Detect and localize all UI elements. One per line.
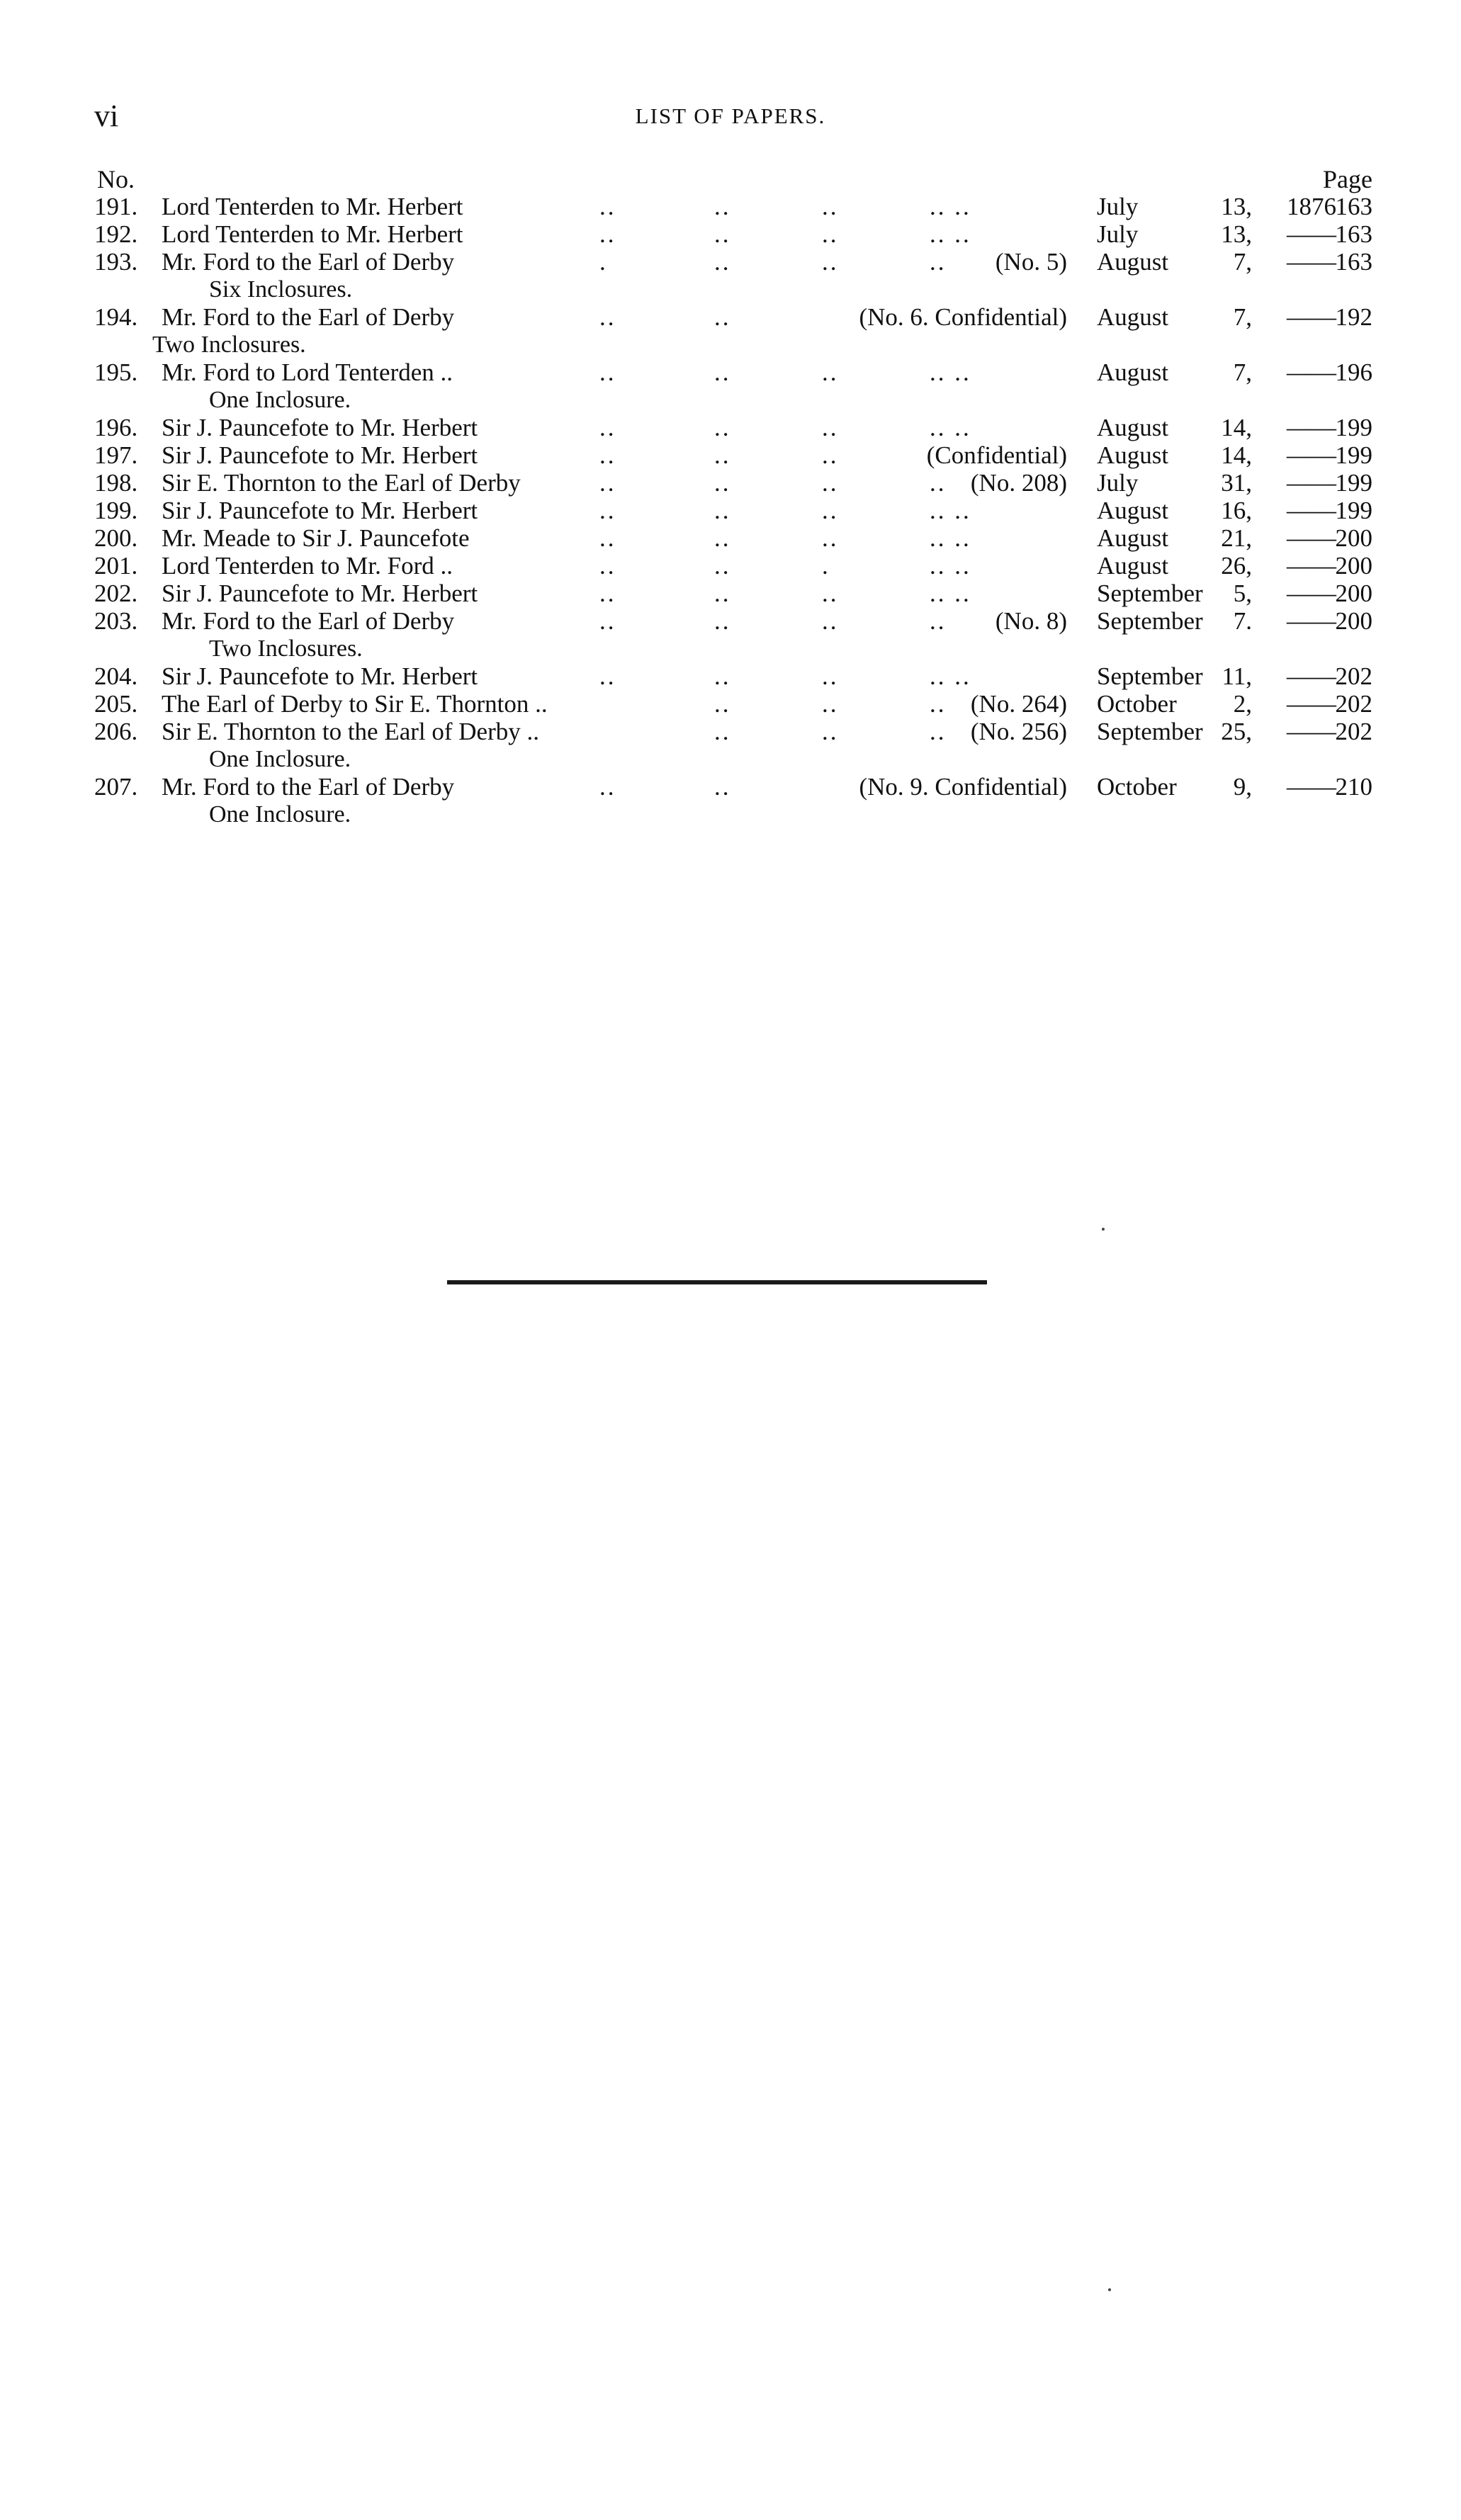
entry-inclosures: One Inclosure. xyxy=(209,387,351,413)
leader-dots: .. xyxy=(714,524,731,552)
entry-title: Mr. Ford to Lord Tenterden .. xyxy=(162,358,453,386)
leader-dots: .. xyxy=(599,193,616,220)
entry-day: 14, xyxy=(1221,414,1252,441)
entry-month: September xyxy=(1097,662,1203,690)
leader-dots: .. xyxy=(714,193,731,220)
leader-dots: .. xyxy=(714,718,731,745)
entry-title: Sir E. Thornton to the Earl of Derby xyxy=(162,469,521,497)
entry-year: —— xyxy=(1287,441,1336,469)
leader-dots: .. .. xyxy=(930,220,971,248)
entry-title: Lord Tenterden to Mr. Herbert xyxy=(162,193,463,220)
entry-year: —— xyxy=(1287,580,1336,607)
entry-note: (No. 8) xyxy=(995,607,1067,635)
entry-note: (No. 5) xyxy=(995,248,1067,276)
column-header-page: Page xyxy=(1323,165,1372,193)
leader-dots: .. .. xyxy=(930,524,971,552)
leader-dots: .. xyxy=(822,248,839,276)
entry-month: August xyxy=(1097,248,1169,276)
entry-title: Mr. Ford to the Earl of Derby xyxy=(162,607,455,635)
entry-day: 14, xyxy=(1221,441,1252,469)
entry-title: Sir J. Pauncefote to Mr. Herbert xyxy=(162,441,478,469)
entry-day: 21, xyxy=(1221,524,1252,552)
leader-dots: .. xyxy=(930,469,947,497)
entry-page: 192 xyxy=(1335,303,1372,331)
leader-dots: .. .. xyxy=(930,193,971,220)
entry-title: Mr. Ford to the Earl of Derby xyxy=(162,303,455,331)
leader-dots: .. xyxy=(714,497,731,524)
leader-dots: .. xyxy=(599,773,616,801)
leader-dots: .. xyxy=(714,414,731,441)
entry-month: August xyxy=(1097,303,1169,331)
entry-title: Mr. Ford to the Earl of Derby xyxy=(162,248,455,276)
entry-number: 194. xyxy=(94,303,138,331)
entry-page: 199 xyxy=(1335,441,1372,469)
entry-number: 197. xyxy=(94,441,138,469)
leader-dots: .. xyxy=(822,193,839,220)
entry-inclosures: One Inclosure. xyxy=(209,801,351,827)
entry-year: —— xyxy=(1287,220,1336,248)
list-item xyxy=(0,662,1461,690)
section-divider xyxy=(447,1280,987,1284)
entry-day: 31, xyxy=(1221,469,1252,497)
entry-page: 199 xyxy=(1335,469,1372,497)
entry-year: —— xyxy=(1287,690,1336,718)
entry-title: Sir J. Pauncefote to Mr. Herbert xyxy=(162,497,478,524)
entry-note: (No. 264) xyxy=(970,690,1067,718)
leader-dots: .. xyxy=(714,773,731,801)
entry-month: October xyxy=(1097,690,1177,718)
entry-day: 5, xyxy=(1233,580,1252,607)
entry-page: 163 xyxy=(1335,193,1372,220)
leader-dots: .. xyxy=(599,580,616,607)
entry-year: —— xyxy=(1287,248,1336,276)
entry-number: 203. xyxy=(94,607,138,635)
entry-number: 193. xyxy=(94,248,138,276)
entry-day: 7, xyxy=(1233,358,1252,386)
leader-dots: .. xyxy=(599,662,616,690)
entry-note: (No. 208) xyxy=(970,469,1067,497)
entry-page: 202 xyxy=(1335,662,1372,690)
entry-number: 191. xyxy=(94,193,138,220)
entry-day: 11, xyxy=(1222,662,1252,690)
list-item xyxy=(0,441,1461,469)
leader-dots: .. xyxy=(822,718,839,745)
entry-year: —— xyxy=(1287,552,1336,580)
leader-dots: .. xyxy=(599,524,616,552)
entry-title: Mr. Ford to the Earl of Derby xyxy=(162,773,455,801)
leader-dots: .. xyxy=(714,441,731,469)
leader-dots: .. xyxy=(822,414,839,441)
leader-dots: .. xyxy=(822,607,839,635)
entry-page: 200 xyxy=(1335,607,1372,635)
list-item xyxy=(0,358,1461,414)
entry-page: 163 xyxy=(1335,220,1372,248)
entry-number: 192. xyxy=(94,220,138,248)
leader-dots: . xyxy=(599,248,608,276)
leader-dots: .. xyxy=(822,220,839,248)
entry-note: (No. 9. Confidential) xyxy=(859,773,1067,801)
leader-dots: .. xyxy=(714,303,731,331)
entry-month: July xyxy=(1097,469,1139,497)
entry-day: 7, xyxy=(1233,303,1252,331)
print-speck xyxy=(1108,2288,1111,2291)
leader-dots: .. .. xyxy=(930,662,971,690)
entry-year: —— xyxy=(1287,469,1336,497)
leader-dots: .. xyxy=(930,718,947,745)
leader-dots: .. .. xyxy=(930,358,971,386)
list-item xyxy=(0,469,1461,497)
entry-day: 7, xyxy=(1233,248,1252,276)
entry-page: 196 xyxy=(1335,358,1372,386)
leader-dots: . xyxy=(822,552,830,580)
papers-list xyxy=(0,193,1461,828)
entry-number: 202. xyxy=(94,580,138,607)
entry-number: 198. xyxy=(94,469,138,497)
leader-dots: .. .. xyxy=(930,580,971,607)
entry-month: August xyxy=(1097,358,1169,386)
entry-month: July xyxy=(1097,220,1139,248)
entry-title: Sir J. Pauncefote to Mr. Herbert xyxy=(162,580,478,607)
entry-page: 210 xyxy=(1335,773,1372,801)
entry-month: October xyxy=(1097,773,1177,801)
column-header-no: No. xyxy=(97,165,135,193)
leader-dots: .. xyxy=(599,497,616,524)
entry-month: September xyxy=(1097,580,1203,607)
entry-month: September xyxy=(1097,718,1203,745)
entry-year: —— xyxy=(1287,773,1336,801)
entry-year: —— xyxy=(1287,358,1336,386)
list-item xyxy=(0,303,1461,358)
entry-note: (No. 256) xyxy=(970,718,1067,745)
leader-dots: .. .. xyxy=(930,497,971,524)
entry-title: The Earl of Derby to Sir E. Thornton .. xyxy=(162,690,548,718)
leader-dots: .. xyxy=(599,552,616,580)
list-item xyxy=(0,607,1461,662)
entry-month: August xyxy=(1097,441,1169,469)
entry-day: 16, xyxy=(1221,497,1252,524)
entry-title: Lord Tenterden to Mr. Herbert xyxy=(162,220,463,248)
entry-year: —— xyxy=(1287,414,1336,441)
list-item xyxy=(0,497,1461,524)
leader-dots: .. xyxy=(822,469,839,497)
entry-day: 13, xyxy=(1221,220,1252,248)
entry-year: 1876 xyxy=(1287,193,1336,220)
entry-year: —— xyxy=(1287,718,1336,745)
list-item xyxy=(0,524,1461,552)
list-item xyxy=(0,248,1461,303)
entry-inclosures: Two Inclosures. xyxy=(152,332,306,358)
entry-page: 202 xyxy=(1335,718,1372,745)
entry-page: 199 xyxy=(1335,414,1372,441)
entry-number: 200. xyxy=(94,524,138,552)
entry-page: 200 xyxy=(1335,580,1372,607)
leader-dots: .. .. xyxy=(930,414,971,441)
entry-number: 199. xyxy=(94,497,138,524)
entry-day: 13, xyxy=(1221,193,1252,220)
leader-dots: .. xyxy=(714,358,731,386)
leader-dots: .. xyxy=(714,552,731,580)
entry-year: —— xyxy=(1287,524,1336,552)
entry-month: August xyxy=(1097,552,1169,580)
entry-number: 201. xyxy=(94,552,138,580)
entry-day: 26, xyxy=(1221,552,1252,580)
leader-dots: .. xyxy=(822,580,839,607)
entry-number: 195. xyxy=(94,358,138,386)
entry-number: 207. xyxy=(94,773,138,801)
leader-dots: .. xyxy=(599,303,616,331)
leader-dots: .. xyxy=(930,690,947,718)
leader-dots: .. xyxy=(714,248,731,276)
print-speck xyxy=(1102,1228,1105,1231)
leader-dots: .. .. xyxy=(930,552,971,580)
list-item xyxy=(0,718,1461,773)
list-item xyxy=(0,552,1461,580)
entry-day: 9, xyxy=(1233,773,1252,801)
leader-dots: .. xyxy=(714,220,731,248)
entry-number: 206. xyxy=(94,718,138,745)
leader-dots: .. xyxy=(714,607,731,635)
list-item xyxy=(0,414,1461,441)
entry-month: August xyxy=(1097,524,1169,552)
leader-dots: .. xyxy=(822,662,839,690)
entry-day: 2, xyxy=(1233,690,1252,718)
list-item xyxy=(0,690,1461,718)
entry-inclosures: Two Inclosures. xyxy=(209,635,363,662)
leader-dots: .. xyxy=(714,690,731,718)
entry-page: 163 xyxy=(1335,248,1372,276)
entry-note: (No. 6. Confidential) xyxy=(859,303,1067,331)
leader-dots: .. xyxy=(822,497,839,524)
entry-note: (Confidential) xyxy=(926,441,1067,469)
entry-number: 205. xyxy=(94,690,138,718)
list-item xyxy=(0,580,1461,607)
entry-month: September xyxy=(1097,607,1203,635)
page-number: vi xyxy=(94,98,119,133)
entry-page: 200 xyxy=(1335,552,1372,580)
entry-title: Sir J. Pauncefote to Mr. Herbert xyxy=(162,662,478,690)
leader-dots: .. xyxy=(822,690,839,718)
entry-month: August xyxy=(1097,414,1169,441)
leader-dots: .. xyxy=(599,358,616,386)
leader-dots: .. xyxy=(714,580,731,607)
leader-dots: .. xyxy=(822,441,839,469)
entry-month: July xyxy=(1097,193,1139,220)
entry-year: —— xyxy=(1287,662,1336,690)
leader-dots: .. xyxy=(599,441,616,469)
leader-dots: .. xyxy=(822,358,839,386)
entry-inclosures: Six Inclosures. xyxy=(209,276,353,303)
leader-dots: .. xyxy=(714,662,731,690)
leader-dots: .. xyxy=(599,414,616,441)
leader-dots: .. xyxy=(930,248,947,276)
entry-month: August xyxy=(1097,497,1169,524)
list-item xyxy=(0,773,1461,828)
leader-dots: .. xyxy=(599,469,616,497)
entry-title: Lord Tenterden to Mr. Ford .. xyxy=(162,552,453,580)
entry-day: 7. xyxy=(1233,607,1252,635)
entry-year: —— xyxy=(1287,607,1336,635)
entry-title: Sir E. Thornton to the Earl of Derby .. xyxy=(162,718,539,745)
entry-number: 196. xyxy=(94,414,138,441)
entry-inclosures: One Inclosure. xyxy=(209,746,351,772)
running-title: LIST OF PAPERS. xyxy=(635,103,826,128)
entry-page: 202 xyxy=(1335,690,1372,718)
entry-number: 204. xyxy=(94,662,138,690)
entry-title: Sir J. Pauncefote to Mr. Herbert xyxy=(162,414,478,441)
entry-day: 25, xyxy=(1221,718,1252,745)
entry-year: —— xyxy=(1287,303,1336,331)
leader-dots: .. xyxy=(599,220,616,248)
entry-year: —— xyxy=(1287,497,1336,524)
leader-dots: .. xyxy=(930,607,947,635)
leader-dots: .. xyxy=(599,607,616,635)
list-item xyxy=(0,220,1461,248)
list-item xyxy=(0,193,1461,220)
entry-title: Mr. Meade to Sir J. Pauncefote xyxy=(162,524,470,552)
entry-page: 199 xyxy=(1335,497,1372,524)
entry-page: 200 xyxy=(1335,524,1372,552)
leader-dots: .. xyxy=(822,524,839,552)
leader-dots: .. xyxy=(714,469,731,497)
